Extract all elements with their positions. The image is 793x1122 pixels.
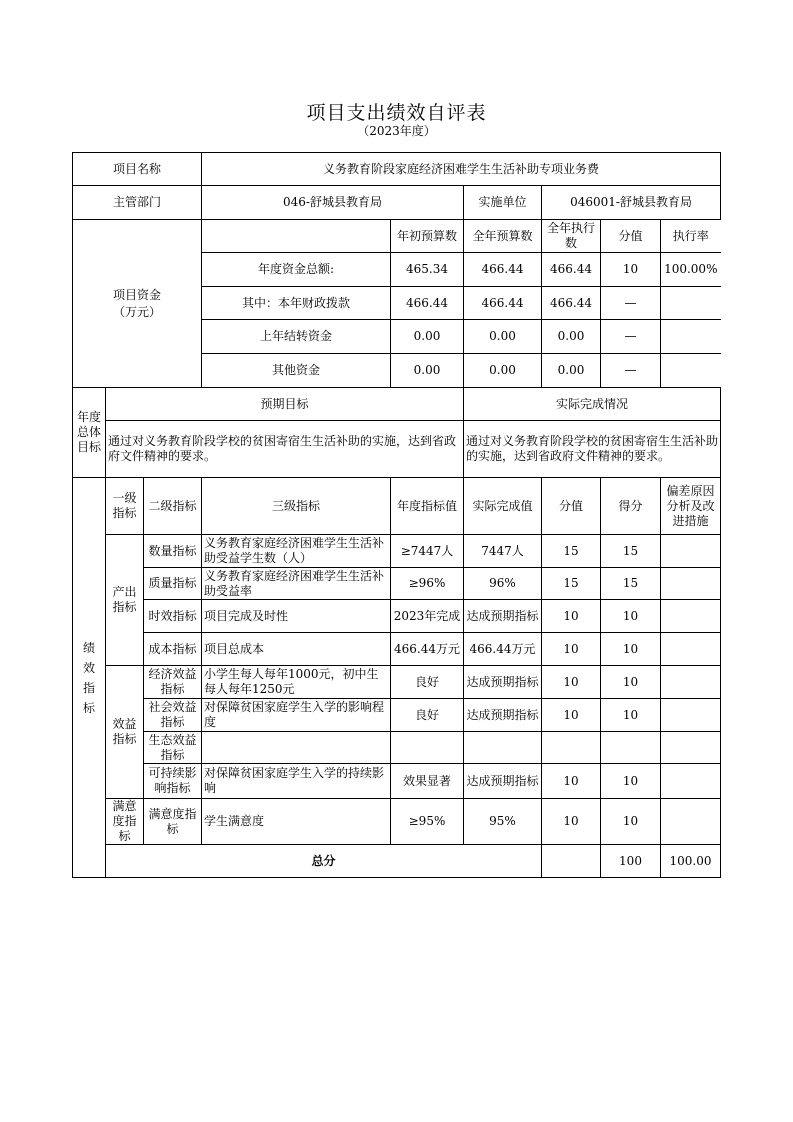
funds-cell: 0.00 <box>542 354 601 388</box>
funds-cell: 100.00% <box>661 253 721 287</box>
ind-level2: 满意度指标 <box>144 799 202 845</box>
table-row <box>73 421 721 478</box>
ind-score <box>542 732 601 764</box>
funds-cell: 466.44 <box>464 253 542 287</box>
project-name-label: 项目名称 <box>73 153 202 186</box>
funds-cell: 0.00 <box>391 320 464 354</box>
ind-level2: 可持续影响指标 <box>144 764 202 799</box>
table-row <box>73 699 721 732</box>
funds-cell <box>661 320 721 354</box>
ind-header: 一级指标 <box>106 478 144 535</box>
satisfaction-label: 满意度指标 <box>106 799 144 845</box>
ind-header: 分值 <box>542 478 601 535</box>
funds-cell: 466.44 <box>542 287 601 320</box>
goals-label: 年度总体目标 <box>73 388 106 478</box>
ind-level3: 对保障贫困家庭学生入学的持续影响 <box>202 764 391 799</box>
ind-got: 10 <box>601 764 661 799</box>
funds-row-label: 其他资金 <box>202 354 391 388</box>
output-label: 产出指标 <box>106 535 144 666</box>
ind-got: 10 <box>601 633 661 666</box>
ind-actual: 达成预期指标 <box>464 666 542 699</box>
evaluation-table <box>72 152 721 878</box>
ind-score: 10 <box>542 799 601 845</box>
funds-row-label: 年度资金总额: <box>202 253 391 287</box>
ind-note <box>661 732 721 764</box>
total-label: 总分 <box>106 845 542 878</box>
dept-value: 046-舒城县教育局 <box>202 186 464 220</box>
ind-note <box>661 799 721 845</box>
dept-label: 主管部门 <box>73 186 202 220</box>
funds-header: 分值 <box>601 220 661 253</box>
funds-cell: 0.00 <box>542 320 601 354</box>
table-row <box>73 535 721 568</box>
funds-row-label: 其中：本年财政拨款 <box>202 287 391 320</box>
ind-note <box>661 535 721 568</box>
ind-level3: 学生满意度 <box>202 799 391 845</box>
ind-got: 10 <box>601 600 661 633</box>
ind-target: 良好 <box>391 666 464 699</box>
table-row <box>73 153 721 186</box>
funds-row-label: 上年结转资金 <box>202 320 391 354</box>
funds-cell: 465.34 <box>391 253 464 287</box>
goals-expected-text: 通过对义务教育阶段学校的贫困寄宿生生活补助的实施，达到省政府文件精神的要求。 <box>106 421 464 478</box>
ind-actual: 466.44万元 <box>464 633 542 666</box>
ind-score: 10 <box>542 666 601 699</box>
ind-level2: 质量指标 <box>144 568 202 600</box>
ind-header: 二级指标 <box>144 478 202 535</box>
ind-note <box>661 633 721 666</box>
ind-got: 15 <box>601 568 661 600</box>
ind-actual: 达成预期指标 <box>464 699 542 732</box>
table-row <box>73 600 721 633</box>
funds-header: 全年执行数 <box>542 220 601 253</box>
ind-score: 10 <box>542 633 601 666</box>
funds-cell: — <box>601 354 661 388</box>
funds-cell: 0.00 <box>464 320 542 354</box>
table-row <box>73 220 721 253</box>
ind-note <box>661 699 721 732</box>
page-subtitle: （2023年度） <box>357 124 436 138</box>
ind-score: 15 <box>542 535 601 568</box>
impl-value: 046001-舒城县教育局 <box>542 186 721 220</box>
funds-header: 全年预算数 <box>464 220 542 253</box>
ind-level3: 对保障贫困家庭学生入学的影响程度 <box>202 699 391 732</box>
ind-target: ≥95% <box>391 799 464 845</box>
table-row <box>73 799 721 845</box>
ind-got <box>601 732 661 764</box>
ind-got: 10 <box>601 699 661 732</box>
page-title: 项目支出绩效自评表 <box>306 102 487 124</box>
ind-level2: 社会效益指标 <box>144 699 202 732</box>
ind-target: 2023年完成 <box>391 600 464 633</box>
ind-header: 偏差原因分析及改进措施 <box>661 478 721 535</box>
table-row <box>73 845 721 878</box>
ind-level3 <box>202 732 391 764</box>
ind-header: 三级指标 <box>202 478 391 535</box>
ind-level3: 义务教育家庭经济困难学生生活补助受益学生数（人） <box>202 535 391 568</box>
funds-cell: 0.00 <box>464 354 542 388</box>
funds-cell: 466.44 <box>542 253 601 287</box>
ind-level2: 生态效益指标 <box>144 732 202 764</box>
ind-target: 良好 <box>391 699 464 732</box>
total-got: 100.00 <box>661 845 721 878</box>
ind-actual <box>464 732 542 764</box>
ind-level3: 义务教育家庭经济困难学生生活补助受益率 <box>202 568 391 600</box>
effect-label: 效益指标 <box>106 666 144 799</box>
goals-actual-header: 实际完成情况 <box>464 388 721 421</box>
funds-cell: 10 <box>601 253 661 287</box>
ind-level3: 项目完成及时性 <box>202 600 391 633</box>
ind-actual: 7447人 <box>464 535 542 568</box>
ind-score: 10 <box>542 600 601 633</box>
ind-target: 466.44万元 <box>391 633 464 666</box>
ind-score: 15 <box>542 568 601 600</box>
ind-header: 得分 <box>601 478 661 535</box>
ind-actual: 达成预期指标 <box>464 764 542 799</box>
table-row <box>73 478 721 535</box>
table-row <box>73 764 721 799</box>
funds-cell: 466.44 <box>464 287 542 320</box>
ind-score: 10 <box>542 699 601 732</box>
ind-actual: 96% <box>464 568 542 600</box>
ind-level3: 项目总成本 <box>202 633 391 666</box>
ind-note <box>661 666 721 699</box>
funds-cell: — <box>601 320 661 354</box>
ind-target: ≥96% <box>391 568 464 600</box>
table-row <box>73 633 721 666</box>
ind-header: 年度指标值 <box>391 478 464 535</box>
ind-got: 10 <box>601 666 661 699</box>
ind-target <box>391 732 464 764</box>
ind-actual: 95% <box>464 799 542 845</box>
goals-expected-header: 预期目标 <box>106 388 464 421</box>
ind-header: 实际完成值 <box>464 478 542 535</box>
total-blank <box>542 845 601 878</box>
ind-note <box>661 600 721 633</box>
funds-header: 年初预算数 <box>391 220 464 253</box>
ind-level2: 时效指标 <box>144 600 202 633</box>
funds-cell: 466.44 <box>391 287 464 320</box>
ind-level3: 小学生每人每年1000元，初中生每人每年1250元 <box>202 666 391 699</box>
ind-actual: 达成预期指标 <box>464 600 542 633</box>
ind-level2: 经济效益指标 <box>144 666 202 699</box>
total-score: 100 <box>601 845 661 878</box>
project-name-value: 义务教育阶段家庭经济困难学生生活补助专项业务费 <box>202 153 721 186</box>
funds-header: 执行率 <box>661 220 721 253</box>
ind-got: 15 <box>601 535 661 568</box>
ind-level2: 数量指标 <box>144 535 202 568</box>
ind-score: 10 <box>542 764 601 799</box>
funds-header-blank <box>202 220 391 253</box>
funds-cell: 0.00 <box>391 354 464 388</box>
funds-cell <box>661 354 721 388</box>
table-row <box>73 186 721 220</box>
funds-label: 项目资金 （万元） <box>73 220 202 388</box>
indicators-label: 绩效指标 <box>73 478 106 878</box>
goals-actual-text: 通过对义务教育阶段学校的贫困寄宿生生活补助的实施，达到省政府文件精神的要求。 <box>464 421 721 478</box>
ind-note <box>661 764 721 799</box>
ind-level2: 成本指标 <box>144 633 202 666</box>
ind-got: 10 <box>601 799 661 845</box>
ind-target: 效果显著 <box>391 764 464 799</box>
ind-target: ≥7447人 <box>391 535 464 568</box>
table-row <box>73 732 721 764</box>
table-row <box>73 388 721 421</box>
funds-cell: — <box>601 287 661 320</box>
table-row <box>73 568 721 600</box>
table-row <box>73 666 721 699</box>
ind-note <box>661 568 721 600</box>
impl-label: 实施单位 <box>464 186 542 220</box>
funds-cell <box>661 287 721 320</box>
